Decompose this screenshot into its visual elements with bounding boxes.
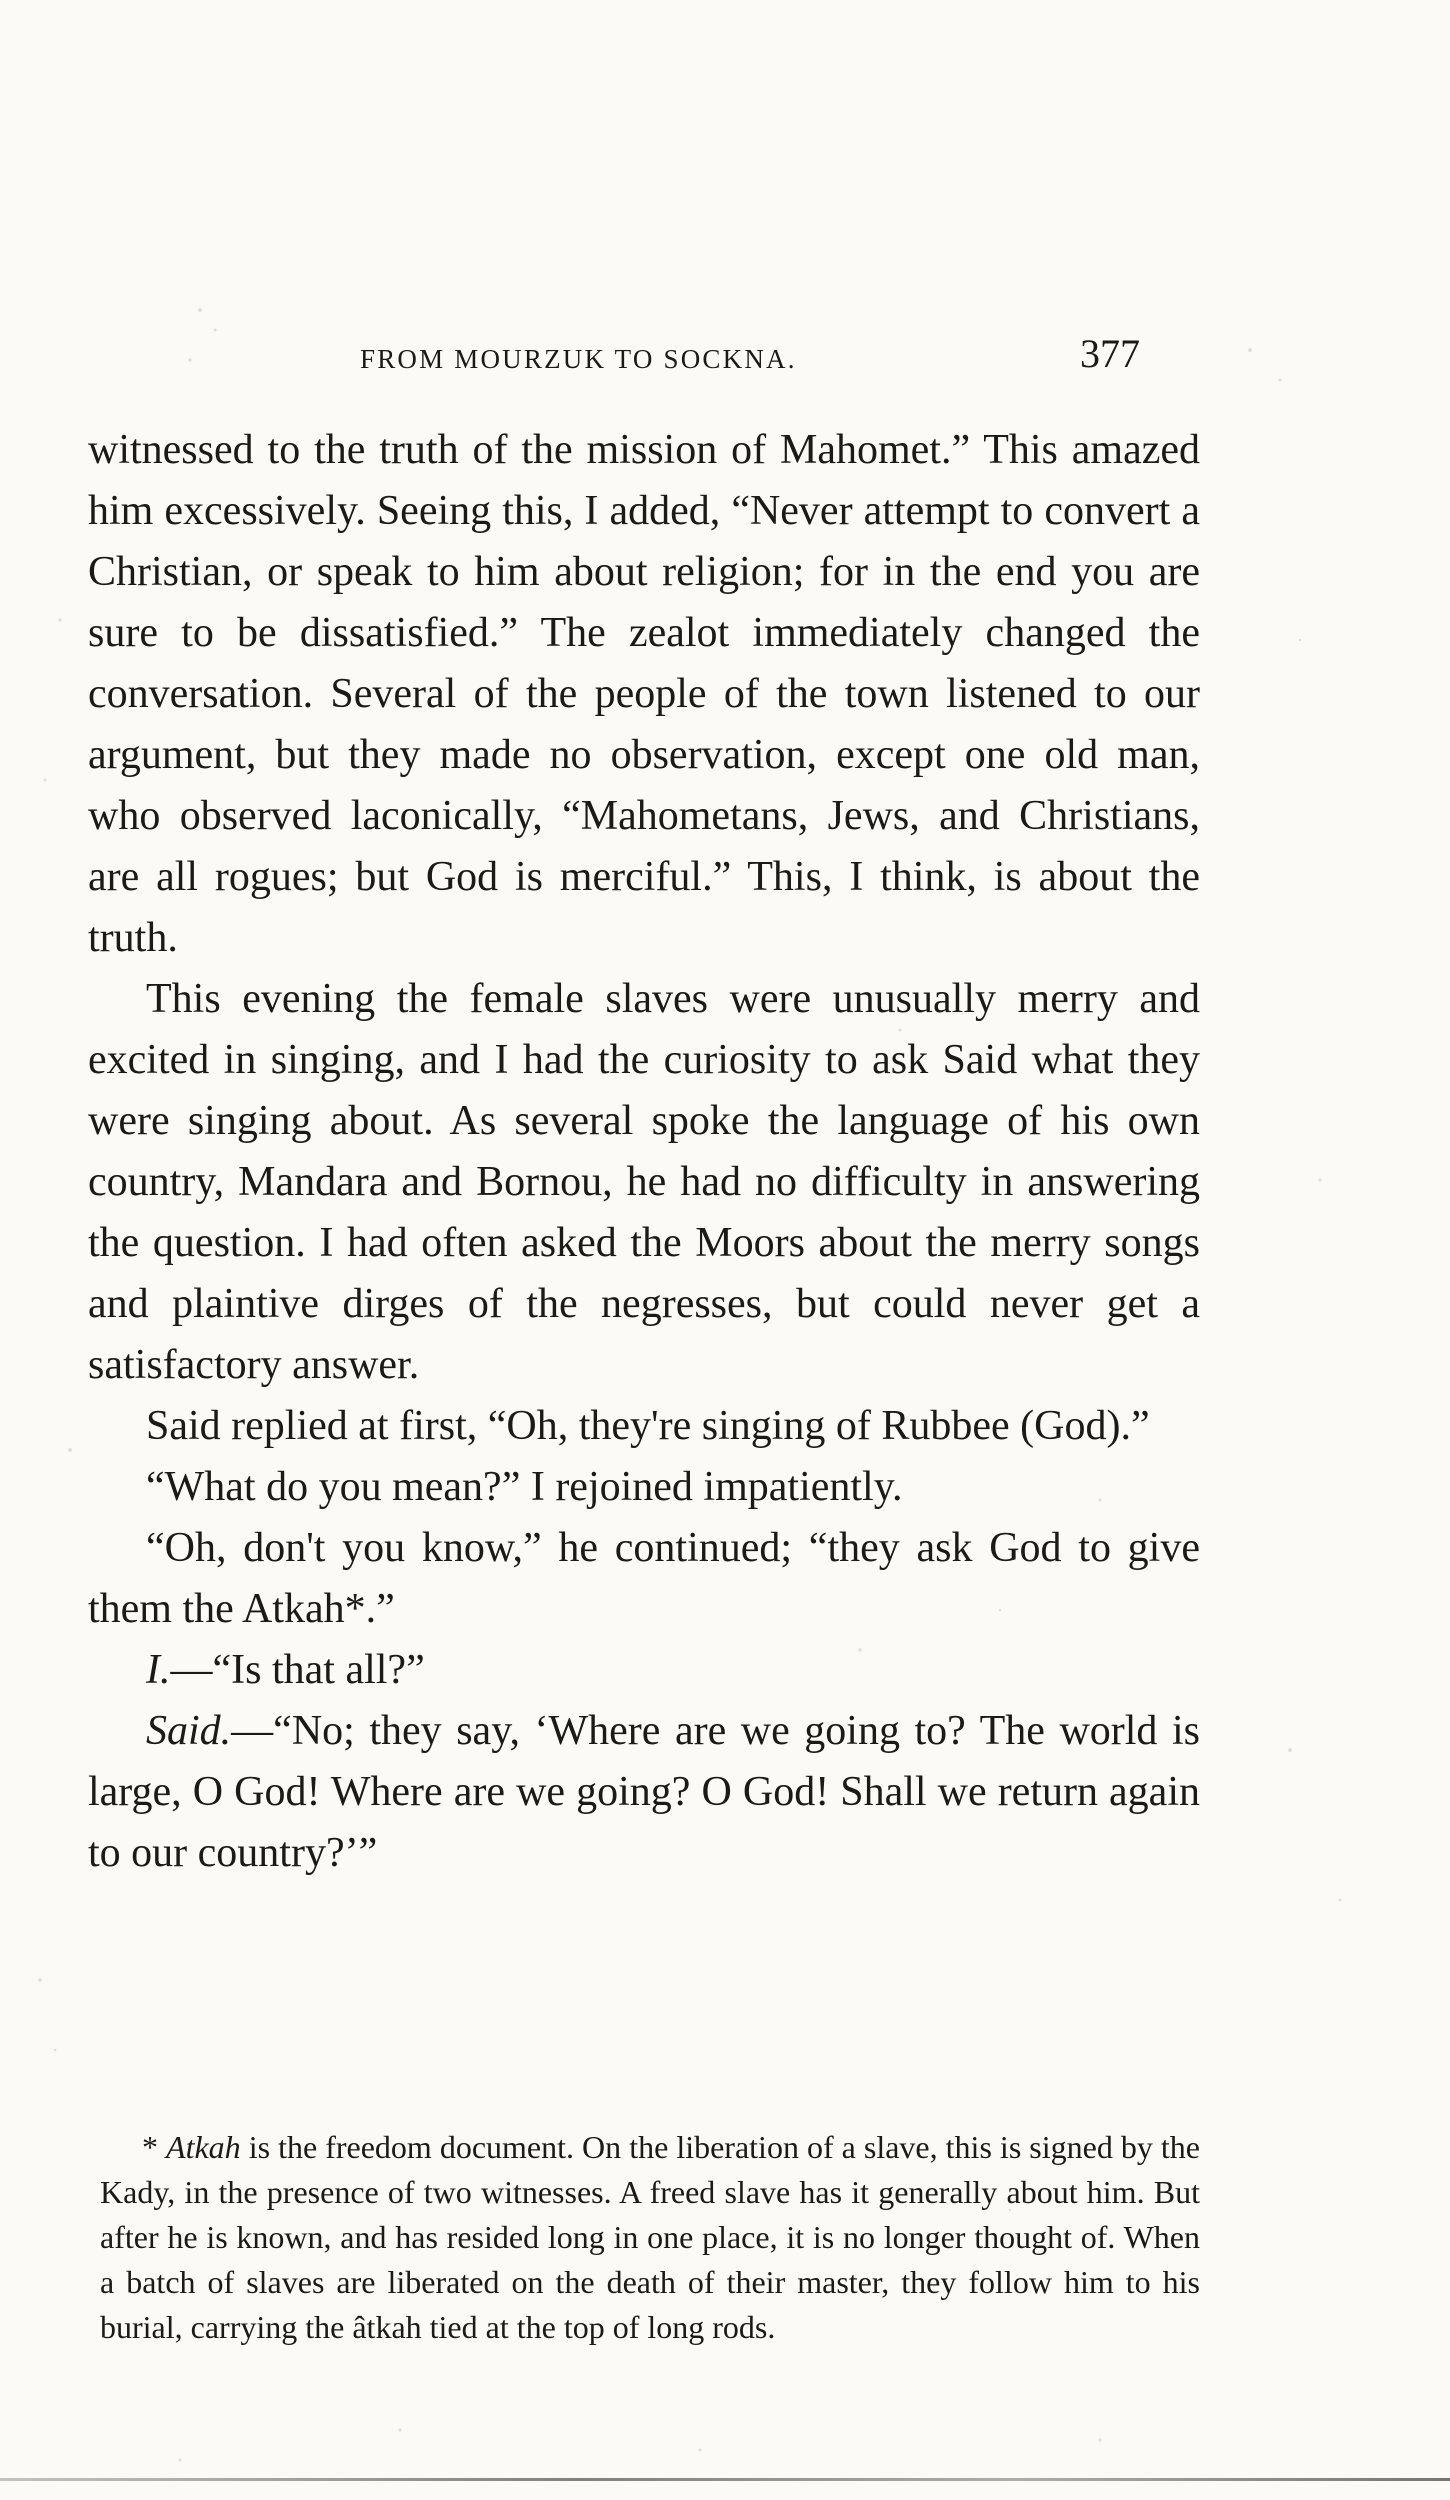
footnote-text: is the freedom document. On the liberation of a slave, this is signed by the Kady, in the presence of two witnesses. A freed slave has it generally about him. But after he is known, and has resided long in one place, it is no longer thought of. When a batch of slaves are liberated on the death of their master, they follow him to his burial, carrying the âtkah tied at the top of long rods.: [100, 2129, 1201, 2345]
paragraph-said-replied: Said replied at first, “Oh, they're singing of Rubbee (God).”: [146, 1403, 1150, 1449]
footnote-atkah: [100, 2125, 1200, 2350]
speech-where-are-we-going: —“No; they say, ‘Where are we going to? The world is large, O God! Where are we going? O God! Shall we return again to our country?’”: [88, 1708, 1200, 1876]
running-title: FROM MOURZUK TO SOCKNA.: [360, 344, 797, 374]
speaker-said: Said.: [146, 1708, 232, 1754]
paragraph-what-do-you-mean: “What do you mean?” I rejoined impatiently.: [146, 1464, 903, 1510]
bottom-edge-rule: [0, 2478, 1450, 2481]
main-text: [88, 420, 1200, 1884]
footnote-term: Atkah: [166, 2129, 241, 2165]
paragraph-dont-you-know: “Oh, don't you know,” he continued; “they ask God to give them the Atkah*.”: [88, 1525, 1200, 1632]
speaker-i: I.: [146, 1647, 171, 1693]
speech-is-that-all: —“Is that all?”: [170, 1647, 425, 1693]
paragraph-evening-slaves: This evening the female slaves were unusually merry and excited in singing, and I had the curiosity to ask Said what they were singing about. As several spoke the language of his own country, Mandara and Bornou, he had no difficulty in answering the question. I had often asked the Moors about the merry songs and plaintive dirges of the negresses, but could never get a satisfactory answer.: [88, 976, 1200, 1388]
paragraph-continued: witnessed to the truth of the mission of Mahomet.” This amazed him excessively. Seeing this, I added, “Never attempt to convert a Christian, or speak to him about religion; for in the end you are sure to be dissatisfied.” The zealot immediately changed the conversation. Several of the people of the town listened to our argument, but they made no observation, except one old man, who observed laconically, “Mahometans, Jews, and Christians, are all rogues; but God is merciful.” This, I think, is about the truth.: [88, 427, 1200, 961]
paragraph-where-are-we-going: [88, 1701, 1200, 1884]
running-head: [360, 330, 1140, 390]
footnote-marker: *: [142, 2129, 167, 2165]
footnote: [100, 2125, 1200, 2350]
page-number: 377: [1080, 331, 1140, 376]
paragraph-is-that-all: [88, 1640, 1200, 1701]
